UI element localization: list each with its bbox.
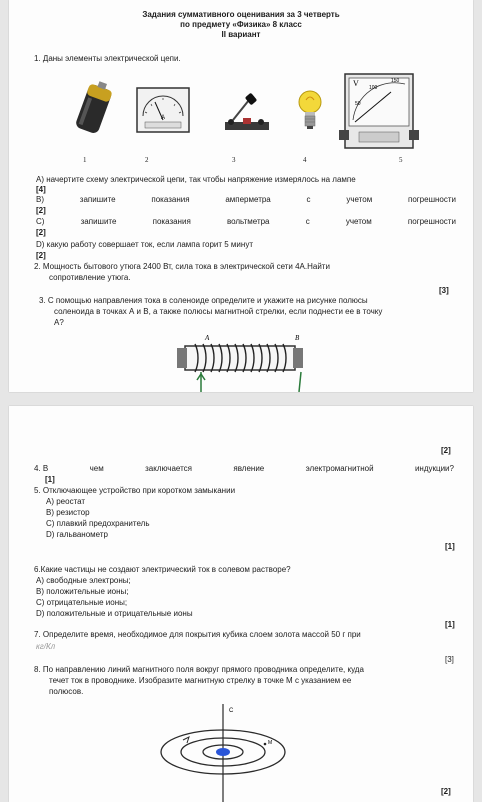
q8-score: [2] bbox=[441, 787, 451, 796]
q6-score: [1] bbox=[445, 620, 455, 629]
field-direction-arrow-icon bbox=[183, 737, 189, 743]
q7-line-1: 7. Определите время, необходимое для покрытия кубика слоем золота массой 50 г при bbox=[34, 630, 361, 639]
image-label-2: 2 bbox=[145, 156, 149, 164]
q5-option-d: D) гальванометр bbox=[46, 530, 108, 539]
q1-text: 1. Даны элементы электрической цепи. bbox=[34, 54, 181, 63]
switch-image bbox=[219, 92, 273, 136]
q6-option-a: А) свободные электроны; bbox=[36, 576, 131, 585]
point-m-dot bbox=[264, 743, 267, 746]
q1-b-score: [2] bbox=[36, 206, 46, 215]
solenoid-diagram bbox=[177, 330, 307, 392]
svg-text:150: 150 bbox=[391, 78, 400, 84]
q1-b-row: В) запишите показания амперметра с учетом погрешности bbox=[36, 195, 456, 204]
q8-line-1: 8. По направлению линий магнитного поля вокруг прямого проводника определите, куда bbox=[34, 665, 364, 674]
ammeter-image bbox=[135, 86, 191, 134]
header-line-2: по предмету «Физика» 8 класс bbox=[180, 20, 302, 29]
q1-c-score: [2] bbox=[36, 228, 46, 237]
point-a-label: A bbox=[205, 334, 210, 342]
image-label-4: 4 bbox=[303, 156, 307, 164]
svg-text:100: 100 bbox=[369, 85, 378, 91]
image-label-1: 1 bbox=[83, 156, 87, 164]
q2-line-2: сопротивление утюга. bbox=[49, 273, 131, 282]
q5-option-c: С) плавкий предохранитель bbox=[46, 519, 150, 528]
q7-line-2: кг/Кл bbox=[36, 642, 56, 651]
q5-title: 5. Отключающее устройство при коротком замыкании bbox=[34, 486, 236, 495]
image-label-5: 5 bbox=[399, 156, 403, 164]
header-line-1: Задания суммативного оценивания за 3 четверть bbox=[142, 10, 340, 19]
q1-c-row: С) запишите показания вольтметра с учетом погрешности bbox=[36, 217, 456, 226]
page2-top-score: [2] bbox=[441, 446, 451, 455]
header-line-3: II вариант bbox=[221, 30, 261, 39]
q8-line-2: течет ток в проводнике. Изобразите магнитную стрелку в точке М с указанием ее bbox=[49, 676, 352, 685]
q3-line-2: соленоида в точках А и В, а также полюсы магнитной стрелки, если поднести ее в точку bbox=[54, 307, 383, 316]
q8-line-3: полюсов. bbox=[49, 687, 84, 696]
q7-score: [3] bbox=[445, 655, 454, 664]
point-b-label: B bbox=[295, 334, 300, 342]
q2-score: [3] bbox=[439, 286, 449, 295]
q1-a-score: [4] bbox=[36, 185, 46, 194]
point-c-label: С bbox=[229, 708, 234, 714]
q5-score: [1] bbox=[445, 542, 455, 551]
voltmeter-image bbox=[339, 72, 419, 152]
q1-d-text: D) какую работу совершает ток, если лампа горит 5 минут bbox=[36, 240, 253, 249]
q6-title: 6.Какие частицы не создают электрический ток в солевом растворе? bbox=[34, 565, 291, 574]
svg-text:A: A bbox=[161, 115, 166, 121]
conductor-field-diagram bbox=[149, 700, 319, 802]
image-label-3: 3 bbox=[232, 156, 236, 164]
worksheet-page-1 bbox=[9, 0, 473, 392]
worksheet-page-2 bbox=[9, 406, 473, 802]
q6-option-b: В) положительные ионы; bbox=[36, 587, 129, 596]
q1-a-text: А) начертите схему электрической цепи, так чтобы напряжение измерялось на лампе bbox=[36, 175, 356, 184]
svg-text:V: V bbox=[353, 79, 359, 88]
lamp-image bbox=[295, 86, 325, 136]
conductor-cross-section bbox=[216, 748, 230, 756]
point-m-label: М bbox=[268, 740, 273, 746]
q2-line-1: 2. Мощность бытового утюга 2400 Вт, сила тока в электрической сети 4А.Найти bbox=[34, 262, 330, 271]
q1-d-score: [2] bbox=[36, 251, 46, 260]
svg-text:50: 50 bbox=[355, 101, 361, 107]
q5-option-b: В) резистор bbox=[46, 508, 90, 517]
q4-row: 4. В чем заключается явление электромагнитной индукции? bbox=[34, 464, 454, 473]
q3-line-3: А? bbox=[54, 318, 64, 327]
q4-score: [1] bbox=[45, 475, 55, 484]
q6-option-c: С) отрицательные ионы; bbox=[36, 598, 128, 607]
q3-line-1: 3. С помощью направления тока в соленоиде определите и укажите на рисунке полюсы bbox=[39, 296, 368, 305]
q6-option-d: D) положительные и отрицательные ионы bbox=[36, 609, 193, 618]
battery-image bbox=[64, 78, 124, 138]
q5-option-a: А) реостат bbox=[46, 497, 86, 506]
